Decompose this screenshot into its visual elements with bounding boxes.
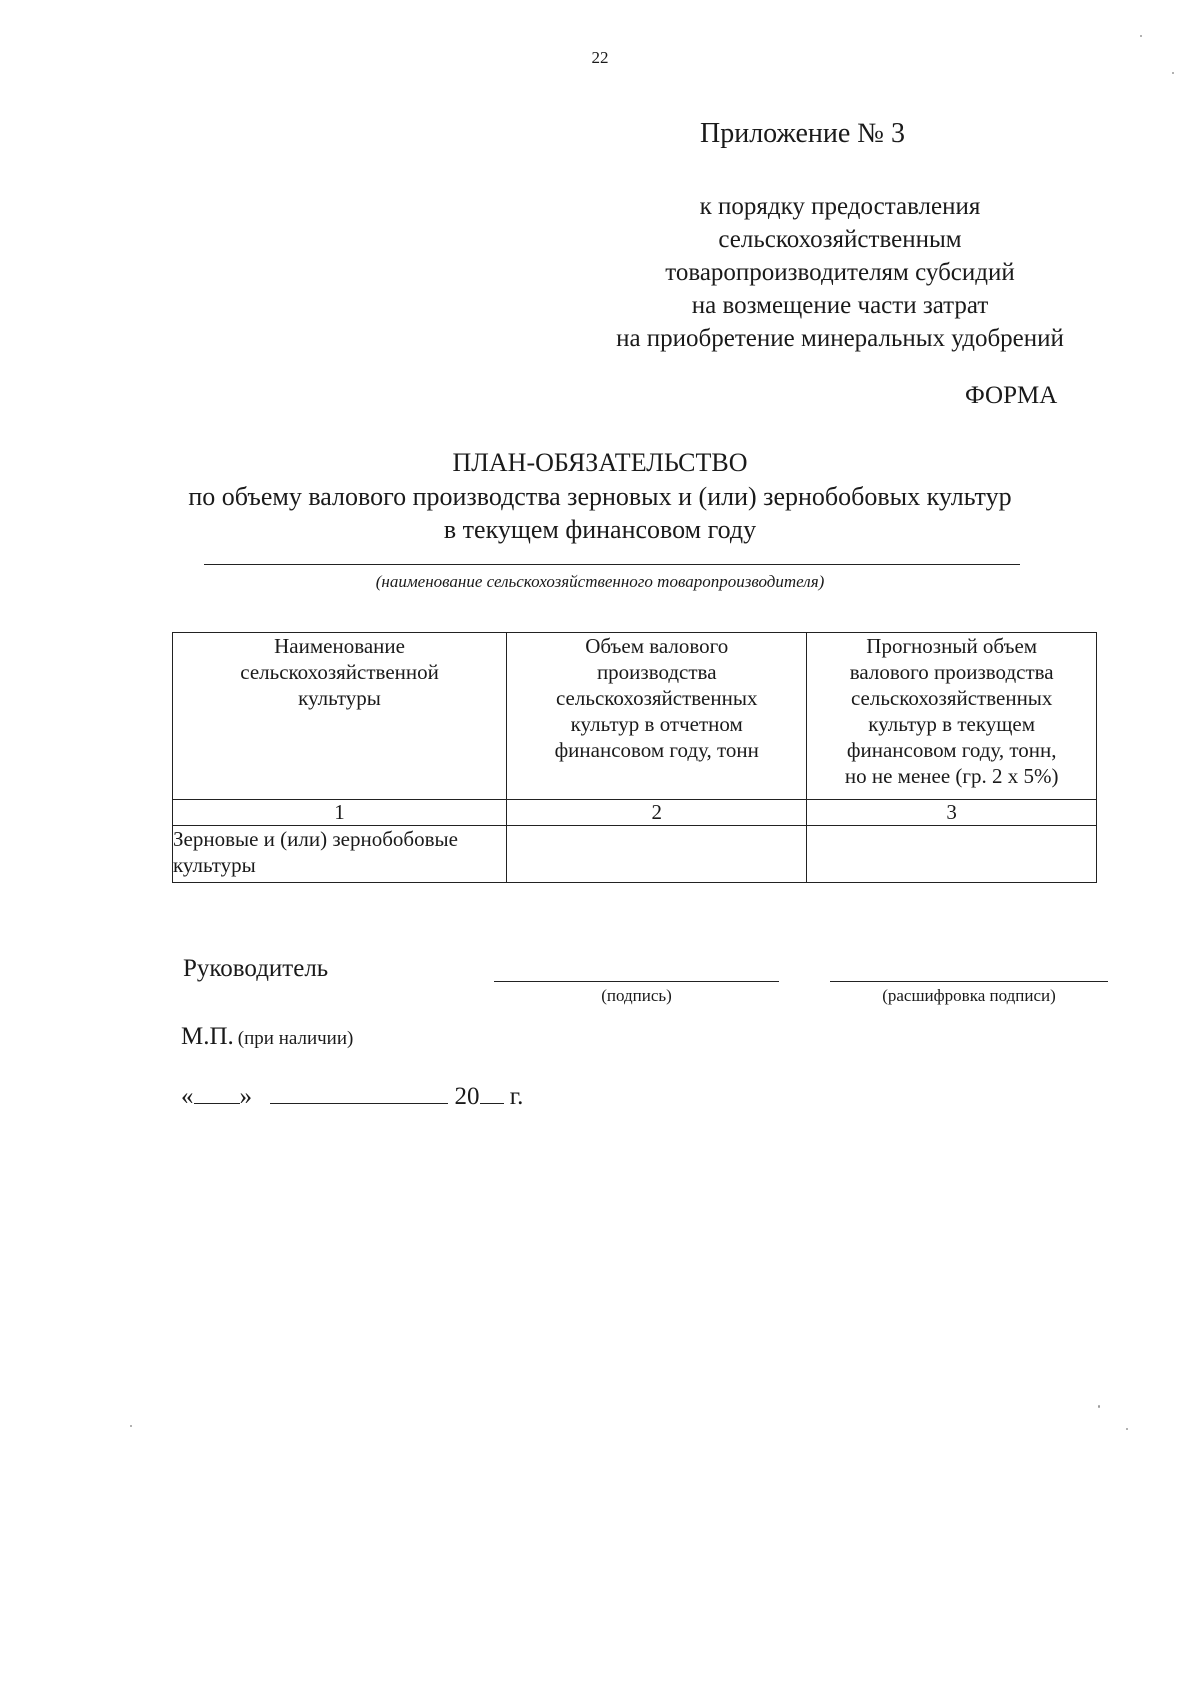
header-forecast-volume xyxy=(807,633,1097,800)
signature-field[interactable] xyxy=(494,981,779,982)
document-subtitle-2: в текущем финансовом году xyxy=(443,515,757,544)
appendix-subtitle-line: к порядку предоставления xyxy=(699,193,981,220)
year-prefix: 20 xyxy=(454,1083,480,1110)
header-line: Наименование xyxy=(274,634,405,658)
column-number-row xyxy=(173,800,1097,826)
header-line: сельскохозяйственных xyxy=(555,686,758,710)
table-header-row xyxy=(173,633,1097,800)
column-number: 1 xyxy=(173,800,507,826)
year-suffix: г. xyxy=(509,1083,524,1110)
appendix-subtitle-line: на возмещение части затрат xyxy=(691,292,989,319)
head-label: Руководитель xyxy=(183,955,329,982)
month-field[interactable] xyxy=(270,1083,448,1104)
page-number: 22 xyxy=(591,48,609,67)
header-line: Объем валового xyxy=(585,634,729,658)
header-line: сельскохозяйственных xyxy=(850,686,1053,710)
header-line: культур в текущем xyxy=(868,712,1036,736)
forecast-volume-cell[interactable] xyxy=(807,826,1097,883)
previous-volume-cell[interactable] xyxy=(507,826,807,883)
document-subtitle: по объему валового производства зерновых и (или) зернобобовых культур xyxy=(188,482,1012,511)
header-crop-name xyxy=(173,633,507,800)
signature-caption: (подпись) xyxy=(601,986,672,1005)
appendix-subtitle-line: товаропроизводителям субсидий xyxy=(665,259,1015,286)
appendix-title: Приложение № 3 xyxy=(700,118,905,149)
header-line: финансовом году, тонн, xyxy=(846,738,1057,762)
producer-name-caption: (наименование сельскохозяйственного товаропроизводителя) xyxy=(375,572,825,591)
day-field[interactable] xyxy=(194,1083,240,1104)
plan-table xyxy=(172,632,1097,883)
date-close-quote: » xyxy=(239,1083,252,1110)
header-line: Прогнозный объем xyxy=(866,634,1038,658)
scan-speck xyxy=(1172,72,1174,74)
table-row xyxy=(173,826,1097,883)
signature-decoding-field[interactable] xyxy=(830,981,1108,982)
header-line: финансовом году, тонн xyxy=(554,738,759,762)
year-field[interactable] xyxy=(480,1083,504,1104)
crop-name-cell xyxy=(173,826,507,883)
stamp-place xyxy=(181,1023,353,1051)
crop-name-line: культуры xyxy=(173,853,256,877)
document-title: ПЛАН-ОБЯЗАТЕЛЬСТВО xyxy=(452,448,748,477)
appendix-subtitle-line: сельскохозяйственным xyxy=(718,226,962,253)
stamp-label: М.П. xyxy=(181,1023,234,1050)
scan-speck xyxy=(1140,35,1142,37)
appendix-subtitle xyxy=(560,190,1120,355)
crop-name-line: Зерновые и (или) зернобобовые xyxy=(173,827,458,851)
producer-name-field[interactable] xyxy=(204,564,1020,565)
header-line: производства xyxy=(596,660,717,684)
date-open-quote: « xyxy=(181,1083,194,1110)
header-line: но не менее (гр. 2 х 5%) xyxy=(844,764,1059,788)
header-previous-volume xyxy=(507,633,807,800)
signature-decoding-caption: (расшифровка подписи) xyxy=(882,986,1056,1005)
appendix-subtitle-line: на приобретение минеральных удобрений xyxy=(616,325,1064,352)
column-number: 2 xyxy=(507,800,807,826)
header-line: культуры xyxy=(298,686,381,710)
column-number: 3 xyxy=(807,800,1097,826)
scan-speck xyxy=(1098,1405,1100,1408)
date-row xyxy=(181,1083,523,1111)
form-label: ФОРМА xyxy=(965,382,1058,409)
scan-speck xyxy=(1126,1428,1128,1430)
header-line: культур в отчетном xyxy=(570,712,743,736)
header-line: валового производства xyxy=(849,660,1054,684)
scan-speck xyxy=(130,1425,132,1427)
header-line: сельскохозяйственной xyxy=(240,660,439,684)
stamp-note: (при наличии) xyxy=(237,1028,354,1049)
